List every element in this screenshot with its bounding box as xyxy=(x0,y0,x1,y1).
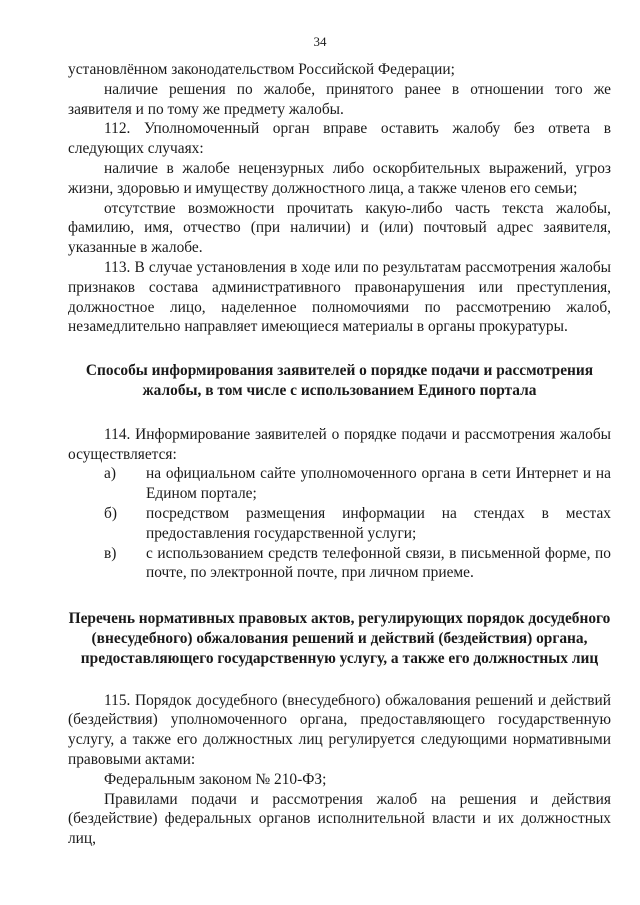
list-text: посредством размещения информации на стендах в местах предоставления государственной услуги; xyxy=(146,504,611,542)
list-text: на официальном сайте уполномоченного органа в сети Интернет и на Едином портале; xyxy=(146,465,611,503)
paragraph-obscene-language: наличие в жалобе нецензурных либо оскорбительных выражений, угроз жизни, здоровью и имуществу должностного лица, а также членов его семьи; xyxy=(68,159,611,197)
paragraph-prior-decision: наличие решения по жалобе, принятого ранее в отношении того же заявителя и по тому же предмету жалобы. xyxy=(68,80,611,118)
paragraph-continuation: установлённом законодательством Российской Федерации; xyxy=(68,61,455,78)
list-text: с использованием средств телефонной связи, в письменной форме, по почте, по электронной почте, при личном приеме. xyxy=(146,544,611,582)
list-item xyxy=(68,544,611,584)
list-item xyxy=(68,464,611,504)
list-marker: б) xyxy=(104,504,117,522)
page-number: 34 xyxy=(313,34,327,49)
paragraph-unreadable: отсутствие возможности прочитать какую-либо часть текста жалобы, фамилию, имя, отчество (при наличии) и (или) почтовый адрес заявителя, указанные в жалобе. xyxy=(68,199,611,257)
document-body xyxy=(68,60,611,849)
paragraph-rules: Правилами подачи и рассмотрения жалоб на решения и действия (бездействие) федеральных органов исполнительной власти и их должностных лиц, xyxy=(68,790,611,848)
paragraph-112: 112. Уполномоченный орган вправе оставить жалобу без ответа в следующих случаях: xyxy=(68,120,611,158)
paragraph-114: 114. Информирование заявителей о порядке подачи и рассмотрения жалобы осуществляется: xyxy=(68,425,611,463)
list-marker: в) xyxy=(104,544,117,562)
list-item xyxy=(68,504,611,544)
paragraph-115: 115. Порядок досудебного (внесудебного) обжалования решений и действий (бездействия) уполномоченного органа, предоставляющего государственную услугу, а также его должностных лиц регулируется следующими нормативными правовыми актами: xyxy=(68,691,611,768)
paragraph-113: 113. В случае установления в ходе или по результатам рассмотрения жалобы признаков состава административного правонарушения или преступления, должностное лицо, наделенное полномочиями по рассмотрению жалоб, незамедлительно направляет имеющиеся материалы в органы прокуратуры. xyxy=(68,258,611,336)
section-heading-informing: Способы информирования заявителей о порядке подачи и рассмотрения жалобы, в том числе с использованием Единого портала xyxy=(85,362,594,399)
section-heading-legal-acts: Перечень нормативных правовых актов, регулирующих порядок досудебного (внесудебного) обжалования решений и действий (бездействия) органа, предоставляющего государственную услугу, а также его должностных лиц xyxy=(68,610,611,667)
list-marker: а) xyxy=(104,465,116,483)
paragraph-federal-law: Федеральным законом № 210-ФЗ; xyxy=(104,770,327,788)
